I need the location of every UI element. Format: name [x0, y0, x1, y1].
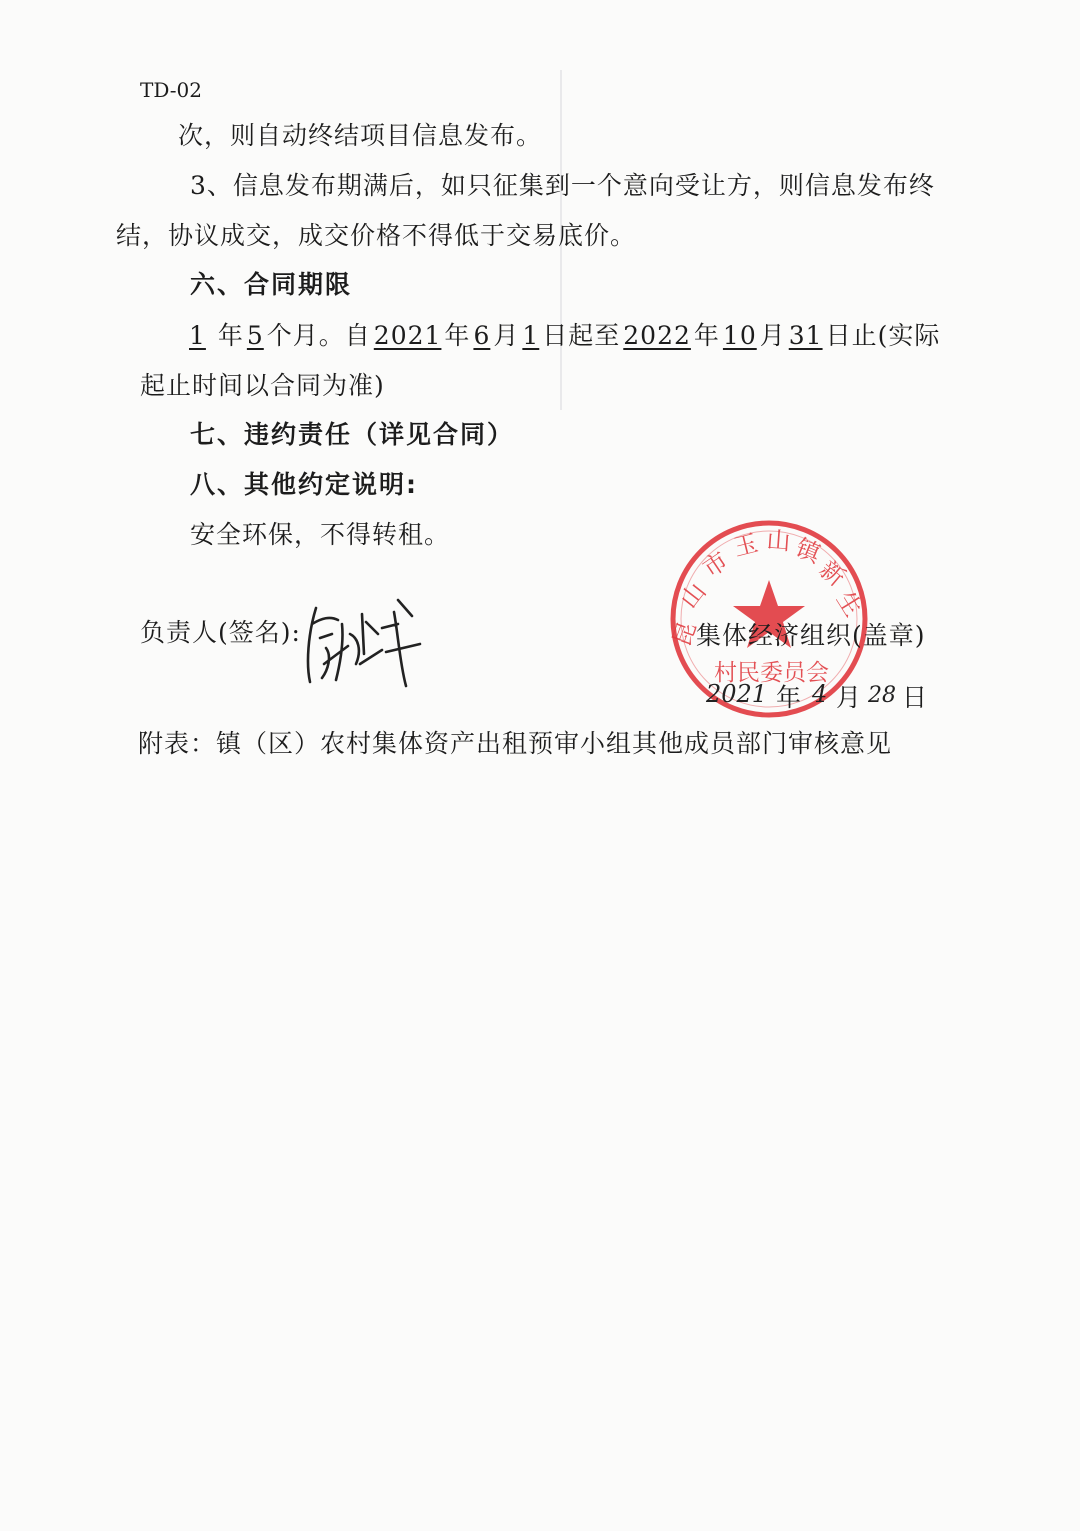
- start-year: 2021: [373, 321, 442, 350]
- hand-day: 28: [868, 683, 896, 708]
- paragraph-line: 起止时间以合同为准): [140, 371, 385, 400]
- hand-month: 4: [812, 680, 828, 708]
- section-content: 安全环保，不得转租。: [190, 520, 451, 549]
- svg-text:新: 新: [814, 555, 851, 593]
- date-year-char: 年: [776, 683, 803, 712]
- svg-text:山: 山: [674, 577, 712, 614]
- term-months: 5: [246, 321, 264, 350]
- contract-term-line: [186, 316, 940, 352]
- text: 年: [444, 321, 471, 350]
- text: 月: [759, 321, 786, 350]
- svg-text:昆: 昆: [667, 617, 702, 651]
- text: 日止(实际: [825, 321, 941, 350]
- text: 个月。自: [266, 321, 371, 350]
- section-heading: 七、违约责任（详见合同）: [190, 420, 515, 449]
- svg-text:市: 市: [697, 546, 734, 583]
- end-day: 31: [788, 321, 823, 350]
- text: 月: [493, 321, 520, 350]
- svg-text:生: 生: [830, 586, 868, 622]
- doc-id: TD-02: [140, 78, 202, 102]
- text: 年: [217, 321, 244, 350]
- organization-label: 集体经济组织(盖章): [696, 621, 926, 650]
- text: 年: [693, 321, 720, 350]
- signature-label: 负责人(签名):: [140, 618, 301, 647]
- section-heading: 八、其他约定说明:: [190, 470, 418, 499]
- paragraph-line: 3、信息发布期满后，如只征集到一个意向受让方，则信息发布终: [190, 171, 935, 200]
- svg-text:玉: 玉: [730, 528, 761, 562]
- svg-text:村民委员会: 村民委员会: [714, 660, 829, 686]
- svg-text:山: 山: [765, 526, 792, 556]
- section-heading: 六、合同期限: [190, 270, 353, 299]
- start-month: 6: [473, 321, 491, 350]
- end-year: 2022: [623, 321, 691, 350]
- paragraph-line: 结，协议成交，成交价格不得低于交易底价。: [116, 221, 637, 250]
- hand-year: 2021: [706, 680, 768, 708]
- paragraph-line: 次，则自动终结项目信息发布。: [178, 121, 543, 150]
- start-day: 1: [522, 321, 540, 350]
- text: 日起至: [542, 321, 621, 350]
- date-month-char: 月: [836, 683, 863, 712]
- svg-text:镇: 镇: [791, 533, 825, 569]
- handwritten-signature: [302, 594, 432, 690]
- appendix-title: 附表：镇（区）农村集体资产出租预审小组其他成员部门审核意见: [138, 729, 893, 758]
- term-years: 1: [189, 321, 206, 350]
- end-month: 10: [722, 321, 757, 350]
- date-day-char: 日: [902, 683, 929, 712]
